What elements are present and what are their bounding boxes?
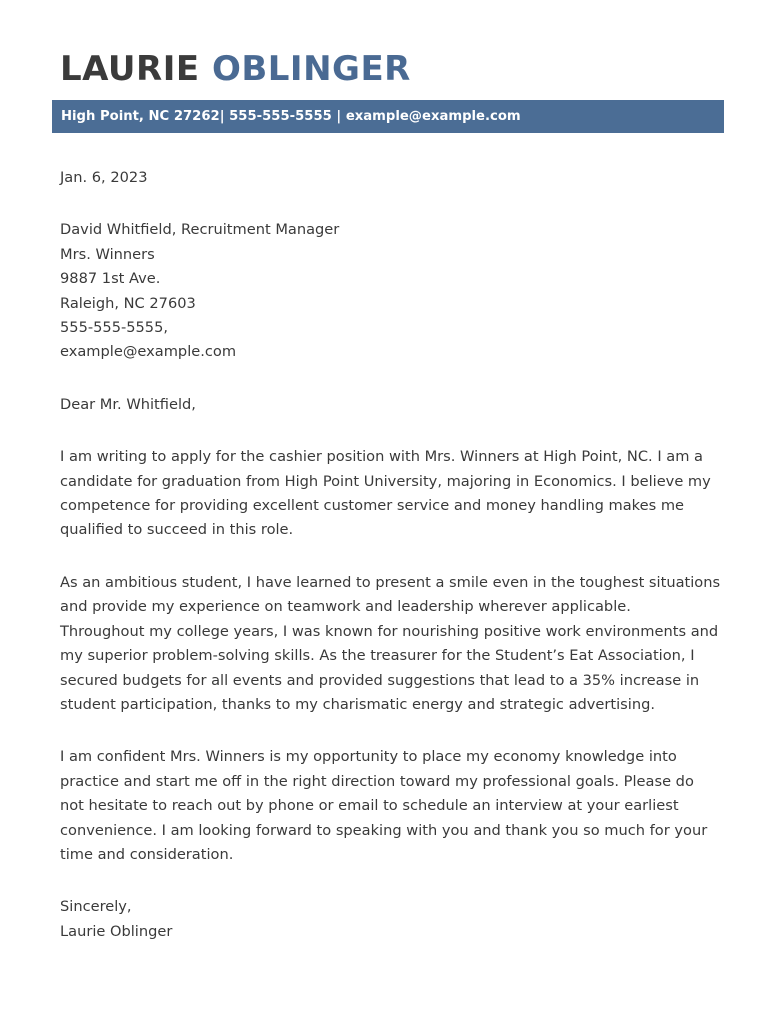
paragraph-line: qualified to succeed in this role. xyxy=(60,521,294,539)
body-paragraph-3 xyxy=(60,745,728,867)
recipient-company: Mrs. Winners xyxy=(60,245,155,263)
letter-body xyxy=(60,166,728,944)
paragraph-line: my superior problem-solving skills. As the treasurer for the Student’s Eat Association, I xyxy=(60,647,695,665)
paragraph-line: and provide my experience on teamwork and leadership wherever applicable. xyxy=(60,598,631,616)
paragraph-line: As an ambitious student, I have learned to present a smile even in the toughest situations xyxy=(60,573,721,591)
paragraph-line: convenience. I am looking forward to speaking with you and thank you so much for your xyxy=(60,821,708,839)
paragraph-line: practice and start me off in the right direction toward my professional goals. Please do xyxy=(60,772,694,790)
signature-name: Laurie Oblinger xyxy=(60,922,173,940)
first-name: LAURIE xyxy=(60,49,200,89)
paragraph-line: I am writing to apply for the cashier position with Mrs. Winners at High Point, NC. I am a xyxy=(60,448,704,466)
recipient-city: Raleigh, NC 27603 xyxy=(60,294,196,312)
closing-block xyxy=(60,895,728,944)
recipient-street: 9887 1st Ave. xyxy=(60,270,161,288)
paragraph-line: student participation, thanks to my charismatic energy and strategic advertising. xyxy=(60,695,655,713)
recipient-phone: 555-555-5555, xyxy=(60,319,169,337)
paragraph-line: Throughout my college years, I was known for nourishing positive work environments and xyxy=(60,622,719,640)
paragraph-line: secured budgets for all events and provided suggestions that lead to a 35% increase in xyxy=(60,671,700,689)
salutation: Dear Mr. Whitfield, xyxy=(60,395,196,413)
body-paragraph-2 xyxy=(60,571,728,717)
recipient-name-title: David Whitfield, Recruitment Manager xyxy=(60,221,340,239)
contact-bar: High Point, NC 27262| 555-555-5555 | example@example.com xyxy=(52,100,724,133)
paragraph-line: not hesitate to reach out by phone or email to schedule an interview at your earliest xyxy=(60,797,679,815)
paragraph-line: time and consideration. xyxy=(60,845,234,863)
recipient-email: example@example.com xyxy=(60,343,237,361)
applicant-name xyxy=(60,46,411,92)
recipient-block xyxy=(60,218,728,364)
paragraph-line: competence for providing excellent customer service and money handling makes me xyxy=(60,497,685,515)
letter-date: Jan. 6, 2023 xyxy=(60,169,148,186)
valediction: Sincerely, xyxy=(60,898,132,916)
last-name: OBLINGER xyxy=(211,49,411,89)
paragraph-line: I am confident Mrs. Winners is my opportunity to place my economy knowledge into xyxy=(60,748,677,766)
body-paragraph-1 xyxy=(60,445,728,543)
paragraph-line: candidate for graduation from High Point University, majoring in Economics. I believe my xyxy=(60,472,711,490)
